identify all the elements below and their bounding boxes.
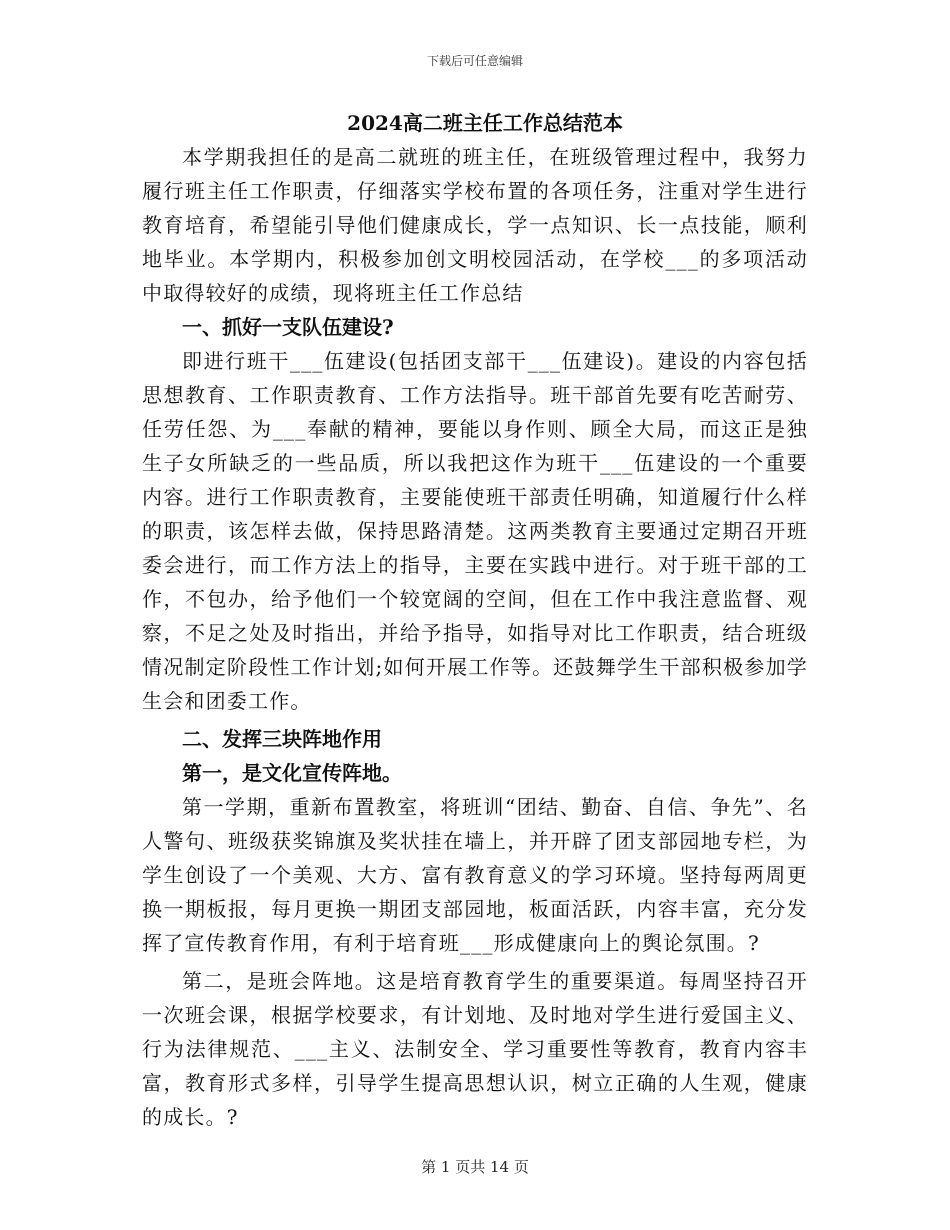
section-2-heading: 二、发挥三块阵地作用 xyxy=(182,727,382,751)
page-number: 第 1 页共 14 页 xyxy=(421,1158,529,1176)
document-body xyxy=(142,106,808,1134)
subsection-1-paragraph: 第一学期，重新布置教室，将班训“团结、勤奋、自信、争先”、名人警句、班级获奖锦旗及奖状挂在墙上，并开辟了团支部园地专栏，为学生创设了一个美观、大方、富有教育意义的学习环境。坚持每两周更换一期板报，每月更换一期团支部园地，板面活跃，内容丰富，充分发挥了宣传教育作用，有利于培育班___形成健康向上的舆论氛围。? xyxy=(142,795,808,955)
document-title: 2024高二班主任工作总结范本 xyxy=(347,111,623,135)
subsection-2-paragraph: 第二，是班会阵地。这是培育教育学生的重要渠道。每周坚持召开一次班会课，根据学校要求，有计划地、及时地对学生进行爱国主义、行为法律规范、___主义、法制安全、学习重要性等教育，教育内容丰富，教育形式多样，引导学生提高思想认识，树立正确的人生观，健康的成长。? xyxy=(142,969,808,1129)
section-1-heading: 一、抓好一支队伍建设? xyxy=(182,315,394,339)
section-1-paragraph: 即进行班干___伍建设(包括团支部干___伍建设)。建设的内容包括思想教育、工作职责教育、工作方法指导。班干部首先要有吃苦耐劳、任劳任怨、为___奉献的精神，要能以身作则、顾全大局，而这正是独生子女所缺乏的一些品质，所以我把这作为班干___伍建设的一个重要内容。进行工作职责教育，主要能使班干部责任明确，知道履行什么样的职责，该怎样去做，保持思路清楚。这两类教育主要通过定期召开班委会进行，而工作方法上的指导，主要在实践中进行。对于班干部的工作，不包办，给予他们一个较宽阔的空间，但在工作中我注意监督、观察，不足之处及时指出，并给予指导，如指导对比工作职责，结合班级情况制定阶段性工作计划;如何开展工作等。还鼓舞学生干部积极参加学生会和团委工作。 xyxy=(142,349,808,713)
subsection-1-heading: 第一，是文化宣传阵地。 xyxy=(182,761,402,785)
header-note: 下载后可任意编辑 xyxy=(426,54,523,68)
intro-paragraph: 本学期我担任的是高二就班的班主任，在班级管理过程中，我努力履行班主任工作职责，仔细落实学校布置的各项任务，注重对学生进行教育培育，希望能引导他们健康成长，学一点知识、长一点技能，顺利地毕业。本学期内，积极参加创文明校园活动，在学校___的多项活动中取得较好的成绩，现将班主任工作总结 xyxy=(142,145,808,305)
